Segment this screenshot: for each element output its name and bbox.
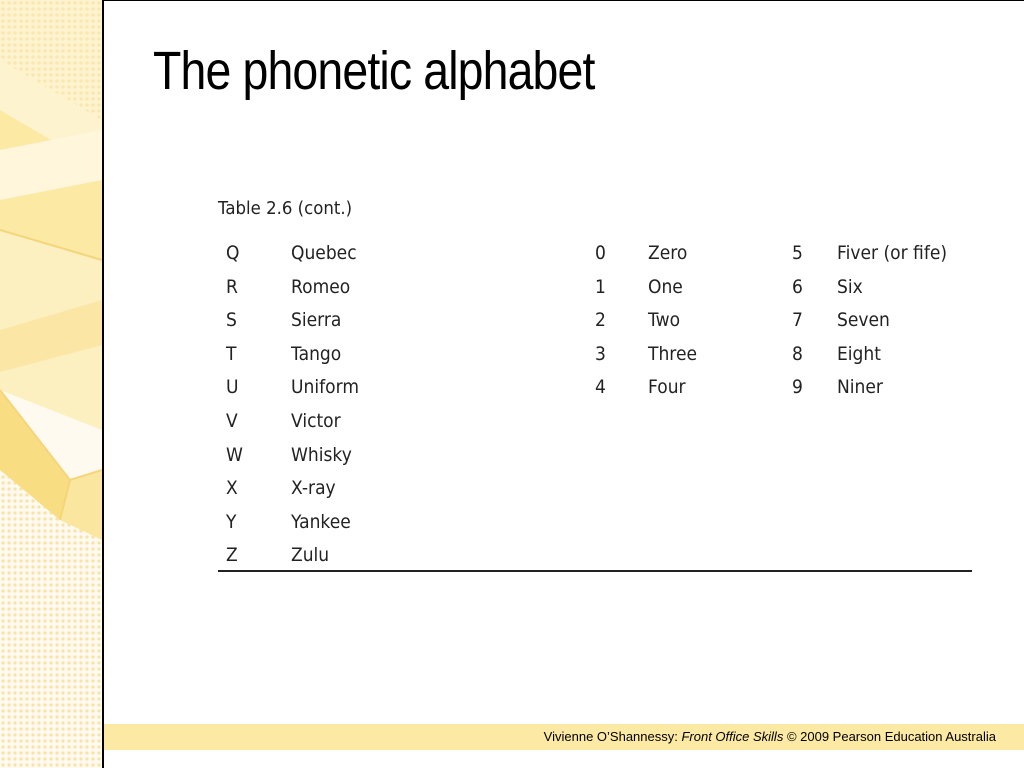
letter-cell: V: [226, 410, 238, 432]
digit-cell: 9: [792, 376, 803, 398]
digit-cell: 6: [792, 276, 803, 298]
word-cell: Romeo: [291, 276, 351, 298]
digit-cell: 4: [595, 376, 606, 398]
table-caption: Table 2.6 (cont.): [218, 198, 353, 219]
table-row: [218, 404, 972, 438]
digit-word-cell: Eight: [837, 343, 881, 365]
top-rule: [102, 0, 1024, 1]
table-row: [218, 438, 972, 472]
footer-author: Vivienne O’Shannessy:: [543, 729, 682, 744]
digit-cell: 3: [595, 343, 606, 365]
letter-cell: Z: [226, 544, 238, 566]
digit-cell: 0: [595, 242, 606, 264]
footer-copyright: © 2009 Pearson Education Australia: [783, 729, 996, 744]
letter-cell: T: [226, 343, 237, 365]
digit-cell: 5: [792, 242, 803, 264]
sidebar-divider: [102, 0, 104, 768]
digit-word-cell: Fiver (or fife): [837, 242, 948, 264]
table-row: [218, 270, 972, 304]
footer-bar: [104, 724, 1024, 750]
table-row: [218, 471, 972, 505]
word-cell: Tango: [291, 343, 342, 365]
digit-cell: 2: [595, 309, 606, 331]
digit-word-cell: Six: [837, 276, 863, 298]
table-row: [218, 236, 972, 270]
word-cell: Whisky: [291, 444, 352, 466]
footer-credit: [544, 724, 996, 750]
digit-word-cell: Zero: [648, 242, 688, 264]
digit-word-cell: Two: [648, 309, 681, 331]
letter-cell: X: [226, 477, 238, 499]
word-cell: X-ray: [291, 477, 336, 499]
letter-cell: S: [226, 309, 237, 331]
word-cell: Victor: [291, 410, 341, 432]
letter-cell: Y: [226, 511, 237, 533]
decorative-sidebar: [0, 0, 102, 768]
table-row: [218, 538, 972, 572]
word-cell: Quebec: [291, 242, 357, 264]
footer-book-title: Front Office Skills: [681, 729, 784, 744]
word-cell: Yankee: [291, 511, 351, 533]
sidebar-decoration: [0, 0, 102, 768]
digit-cell: 7: [792, 309, 803, 331]
word-cell: Uniform: [291, 376, 359, 398]
table-row: [218, 505, 972, 539]
digit-cell: 8: [792, 343, 803, 365]
table-row: [218, 337, 972, 371]
digit-cell: 1: [595, 276, 606, 298]
table-bottom-rule: [218, 570, 972, 572]
digit-word-cell: Seven: [837, 309, 890, 331]
digit-word-cell: Niner: [837, 376, 883, 398]
word-cell: Sierra: [291, 309, 342, 331]
letter-cell: W: [226, 444, 243, 466]
digit-word-cell: One: [648, 276, 683, 298]
digit-word-cell: Four: [648, 376, 686, 398]
letter-cell: Q: [226, 242, 240, 264]
word-cell: Zulu: [291, 544, 330, 566]
table-row: [218, 303, 972, 337]
table-row: [218, 370, 972, 404]
digit-word-cell: Three: [648, 343, 697, 365]
letter-cell: R: [226, 276, 238, 298]
slide-title: The phonetic alphabet: [153, 41, 595, 101]
letter-cell: U: [226, 376, 239, 398]
